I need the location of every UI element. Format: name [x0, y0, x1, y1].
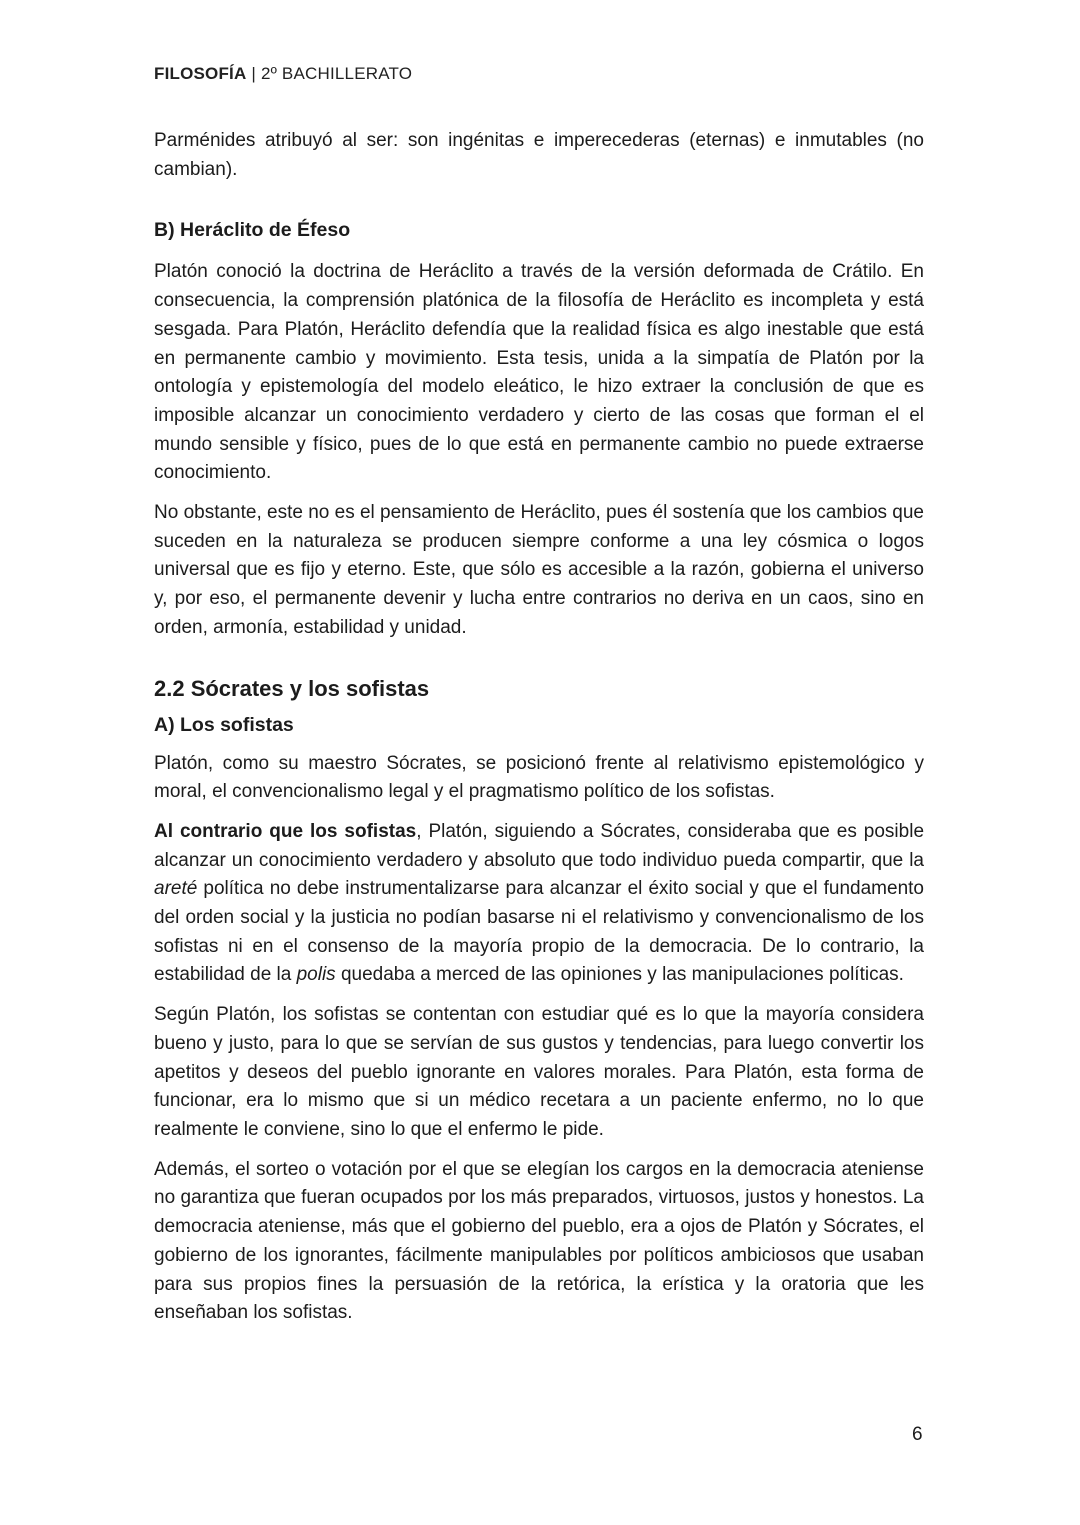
paragraph-sofistas-4: Además, el sorteo o votación por el que se elegían los cargos en la democracia ateniense no garantiza que fueran ocupados por los más preparados, virtuosos, justos y honestos. La democracia ateniense, más que el gobierno del pueblo, era a ojos de Platón y Sócrates, el gobierno de los ignorantes, fácilmente manipulables por políticos ambiciosos que usaban para sus propios fines la persuasión de la retórica, la erística y la oratoria que les enseñaban los sofistas. — [154, 1158, 924, 1324]
paragraph-sofistas-2 — [154, 818, 924, 990]
subheading-heraclito: B) Heráclito de Éfeso — [154, 219, 351, 242]
text-part-3: quedaba a merced de las opiniones y las manipulaciones políticas. — [335, 964, 904, 986]
text-part-2: política no debe instrumentalizarse para alcanzar el éxito social y que el fundamento del orden social y la justicia no podían basarse ni el relativismo y convencionalismo de los sofistas ni en el consenso de la mayoría propio de la democracia. De lo contrario, la estabilidad de la — [154, 878, 924, 986]
header-subject: FILOSOFÍA — [154, 64, 247, 83]
paragraph-heraclito-1: Platón conoció la doctrina de Heráclito a través de la versión deformada de Crátilo. En consecuencia, la comprensión platónica de la filosofía de Heráclito es incompleta y está sesgada. Para Platón, Heráclito defendía que la realidad física es algo inestable que está en permanente cambio y movimiento. Esta tesis, unida a la simpatía de Platón por la ontología y epistemología del modelo eleático, le hizo extraer la conclusión de que es imposible alcanzar un conocimiento verdadero y cierto de las cosas que forman el el mundo sensible y físico, pues de lo que está en permanente cambio no puede extraerse conocimiento. — [154, 261, 924, 484]
bold-lead: Al contrario que los sofistas — [154, 820, 417, 842]
intro-paragraph: Parménides atribuyó al ser: son ingénitas e imperecederas (eternas) e inmutables (no cambian). — [154, 130, 924, 180]
italic-polis: polis — [296, 964, 336, 986]
header-course: 2º BACHILLERATO — [260, 64, 413, 83]
paragraph-sofistas-3: Según Platón, los sofistas se contentan con estudiar qué es lo que la mayoría considera bueno y justo, para lo que se servían de sus gustos y tendencias, para luego convertir los apetitos y deseos del pueblo ignorante en valores morales. Para Platón, esta forma de funcionar, era lo mismo que si un médico recetara a un paciente enfermo, no lo que realmente le conviene, sino lo que el enfermo le pide. — [154, 1004, 924, 1140]
section-title: 2.2 Sócrates y los sofistas — [154, 675, 430, 701]
page-body — [154, 127, 924, 1339]
paragraph-sofistas-1: Platón, como su maestro Sócrates, se posicionó frente al relativismo epistemológico y moral, el convencionalismo legal y el pragmatismo político de los sofistas. — [154, 752, 924, 803]
page-number: 6 — [912, 1424, 923, 1445]
italic-arete: areté — [154, 878, 198, 900]
subheading-sofistas: A) Los sofistas — [154, 713, 294, 736]
text-part-1: , Platón, siguiendo a Sócrates, consideraba que es posible alcanzar un conocimiento verdadero y absoluto que todo individuo pueda compartir, que la — [154, 820, 925, 871]
header-separator: | — [246, 64, 261, 83]
running-header — [154, 64, 412, 84]
paragraph-heraclito-2: No obstante, este no es el pensamiento de Heráclito, pues él sostenía que los cambios que suceden en la naturaleza se producen siempre conforme a una ley cósmica o logos universal que es fijo y eterno. Este, que sólo es accesible a la razón, gobierna el universo y, por eso, el permanente devenir y lucha entre contrarios no deriva en un caos, sino en orden, armonía, estabilidad y unidad. — [154, 502, 924, 638]
